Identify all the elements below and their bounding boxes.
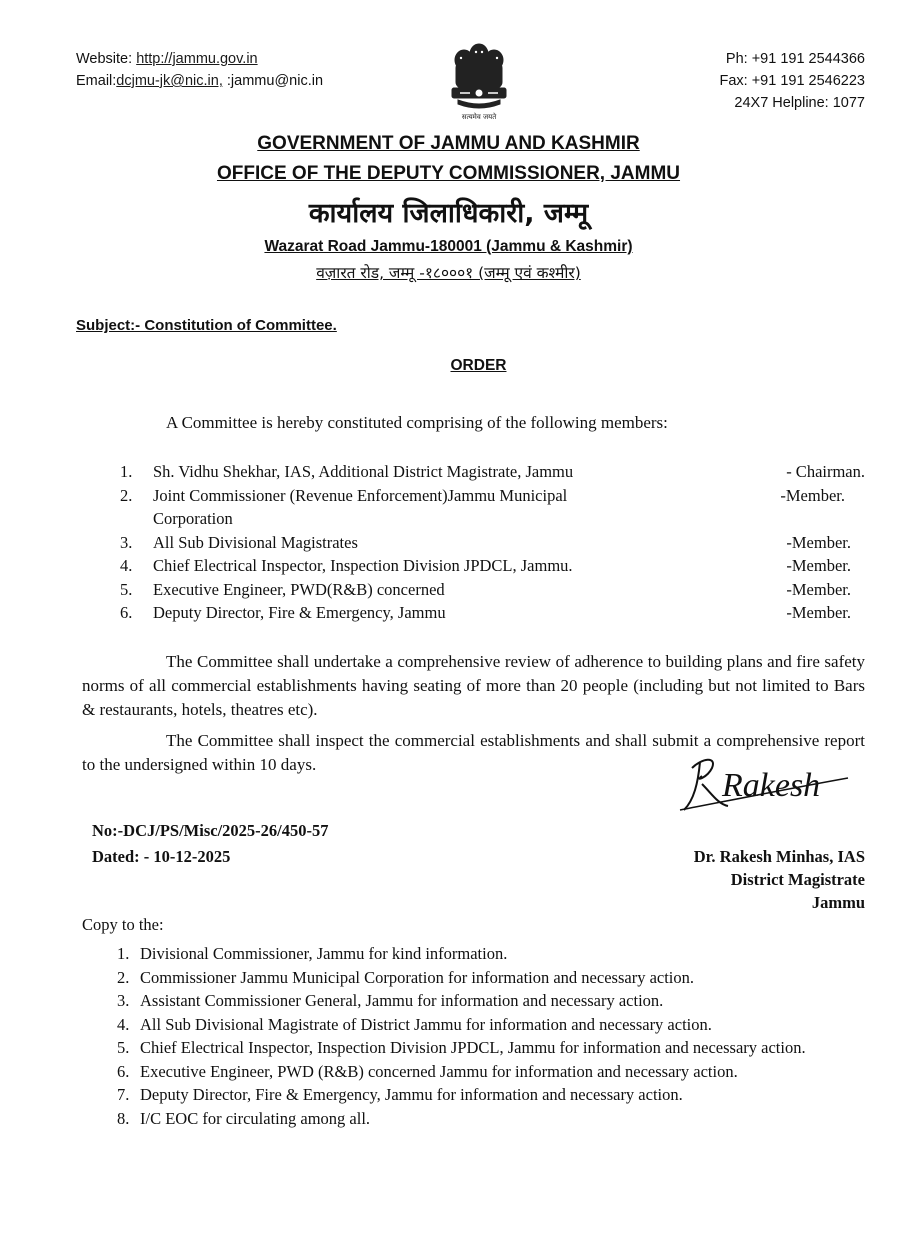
member-name: Deputy Director, Fire & Emergency, Jammu <box>153 603 446 622</box>
member-role: -Member. <box>786 579 851 599</box>
email-secondary: :jammu@nic.in <box>222 73 324 89</box>
paragraph-inspect-text: The Committee shall inspect the commercial establishments and shall submit a comprehensive report to the undersigned within 10 days. <box>82 731 865 774</box>
email-line <box>76 70 323 92</box>
email-link-primary[interactable]: dcjmu-jk@nic.in, <box>116 73 223 89</box>
copy-item <box>117 966 865 990</box>
signature-text: Rakesh <box>722 767 821 804</box>
office-title: OFFICE OF THE DEPUTY COMMISSIONER, JAMMU <box>216 163 681 184</box>
copy-text: I/C EOC for circulating among all. <box>140 1108 371 1128</box>
paragraph-review <box>82 650 865 722</box>
member-role: -Member. <box>786 532 851 552</box>
copy-text: Commissioner Jammu Municipal Corporation for information and necessary action. <box>140 967 695 987</box>
copy-text: Chief Electrical Inspector, Inspection Division JPDCL, Jammu for information and necessary action. <box>140 1038 806 1057</box>
order-heading: ORDER <box>450 357 507 374</box>
emblem-icon <box>438 40 520 124</box>
copy-text: Assistant Commissioner General, Jammu for information and necessary action. <box>140 991 664 1010</box>
emblem-motto: सत्यमेव जयते <box>461 113 497 121</box>
copy-item <box>117 1060 865 1084</box>
helpline-number: 24X7 Helpline: 1077 <box>734 95 865 111</box>
member-number: 4. <box>120 556 133 575</box>
subject-line: Subject:- Constitution of Committee. <box>76 317 337 334</box>
member-name: Executive Engineer, PWD(R&B) concerned <box>153 579 445 599</box>
member-number: 6. <box>120 603 133 622</box>
contact-left-block <box>76 48 323 92</box>
copy-number: 8. <box>117 1108 130 1128</box>
member-role: -Member. <box>780 485 845 505</box>
officer-name: Dr. Rakesh Minhas, IAS <box>693 847 865 866</box>
reference-block <box>92 818 328 870</box>
copy-number: 4. <box>117 1014 130 1034</box>
copy-number: 7. <box>117 1085 130 1104</box>
member-role: - Chairman. <box>786 462 865 481</box>
copy-number: 5. <box>117 1038 130 1057</box>
copy-number: 1. <box>117 944 130 963</box>
paragraph-review-text: The Committee shall undertake a comprehensive review of adherence to building plans and fire safety norms of all commercial establishments having seating of more than 20 people (including but not limited to Bars & restaurants, hotels, theatres etc). <box>82 652 865 719</box>
officer-block <box>694 845 865 914</box>
officer-place: Jammu <box>811 893 865 912</box>
copy-item <box>117 1083 865 1107</box>
copy-text: Executive Engineer, PWD (R&B) concerned Jammu for information and necessary action. <box>140 1061 738 1081</box>
contact-right-block <box>719 48 865 114</box>
copy-number: 3. <box>117 991 130 1010</box>
copy-to-label: Copy to the: <box>82 915 164 934</box>
member-item <box>120 601 865 625</box>
reference-date: Dated: - 10-12-2025 <box>92 847 231 866</box>
website-link[interactable]: http://jammu.gov.in <box>136 51 258 67</box>
member-number: 3. <box>120 532 133 552</box>
copy-number: 2. <box>117 967 130 987</box>
member-item <box>120 460 865 484</box>
committee-intro: A Committee is hereby constituted comprising of the following members: <box>166 413 668 432</box>
office-address-hindi: वज़ारत रोड, जम्मू -१८०००१ (जम्मू एवं कश्मीर) <box>316 264 581 282</box>
copy-item <box>117 1107 865 1131</box>
office-address: Wazarat Road Jammu-180001 (Jammu & Kashmir) <box>264 238 633 255</box>
website-line <box>76 48 323 70</box>
government-title: GOVERNMENT OF JAMMU AND KASHMIR <box>257 133 640 154</box>
office-title-hindi: कार्यालय जिलाधिकारी, जम्मू <box>308 198 589 229</box>
member-item <box>120 554 865 578</box>
member-item <box>120 578 865 602</box>
member-item <box>120 531 865 555</box>
copy-number: 6. <box>117 1061 130 1081</box>
copy-text: Deputy Director, Fire & Emergency, Jammu for information and necessary action. <box>140 1085 683 1104</box>
member-number: 2. <box>120 485 133 505</box>
copy-text: All Sub Divisional Magistrate of District Jammu for information and necessary action. <box>140 1014 712 1034</box>
signature <box>672 748 850 828</box>
copy-list <box>117 942 865 1130</box>
copy-item <box>117 1036 865 1060</box>
member-name: Chief Electrical Inspector, Inspection Division JPDCL, Jammu. <box>153 556 573 575</box>
members-list <box>120 460 865 625</box>
member-role: -Member. <box>786 603 851 622</box>
member-role: -Member. <box>786 556 851 575</box>
officer-designation: District Magistrate <box>730 870 865 889</box>
fax-number: Fax: +91 191 2546223 <box>719 73 865 89</box>
member-name: Joint Commissioner (Revenue Enforcement)Jammu Municipal Corporation <box>153 485 568 528</box>
member-number: 5. <box>120 579 133 599</box>
copy-text: Divisional Commissioner, Jammu for kind information. <box>140 944 508 963</box>
member-name: Sh. Vidhu Shekhar, IAS, Additional District Magistrate, Jammu <box>153 462 574 481</box>
member-number: 1. <box>120 462 133 481</box>
member-name: All Sub Divisional Magistrates <box>153 532 358 552</box>
copy-item <box>117 1013 865 1037</box>
website-label: Website: <box>76 51 137 67</box>
copy-item <box>117 989 865 1013</box>
reference-number: No:-DCJ/PS/Misc/2025-26/450-57 <box>92 821 329 840</box>
member-item <box>120 484 865 531</box>
copy-item <box>117 942 865 966</box>
phone-number: Ph: +91 191 2544366 <box>725 51 865 67</box>
email-label: Email: <box>76 73 117 89</box>
